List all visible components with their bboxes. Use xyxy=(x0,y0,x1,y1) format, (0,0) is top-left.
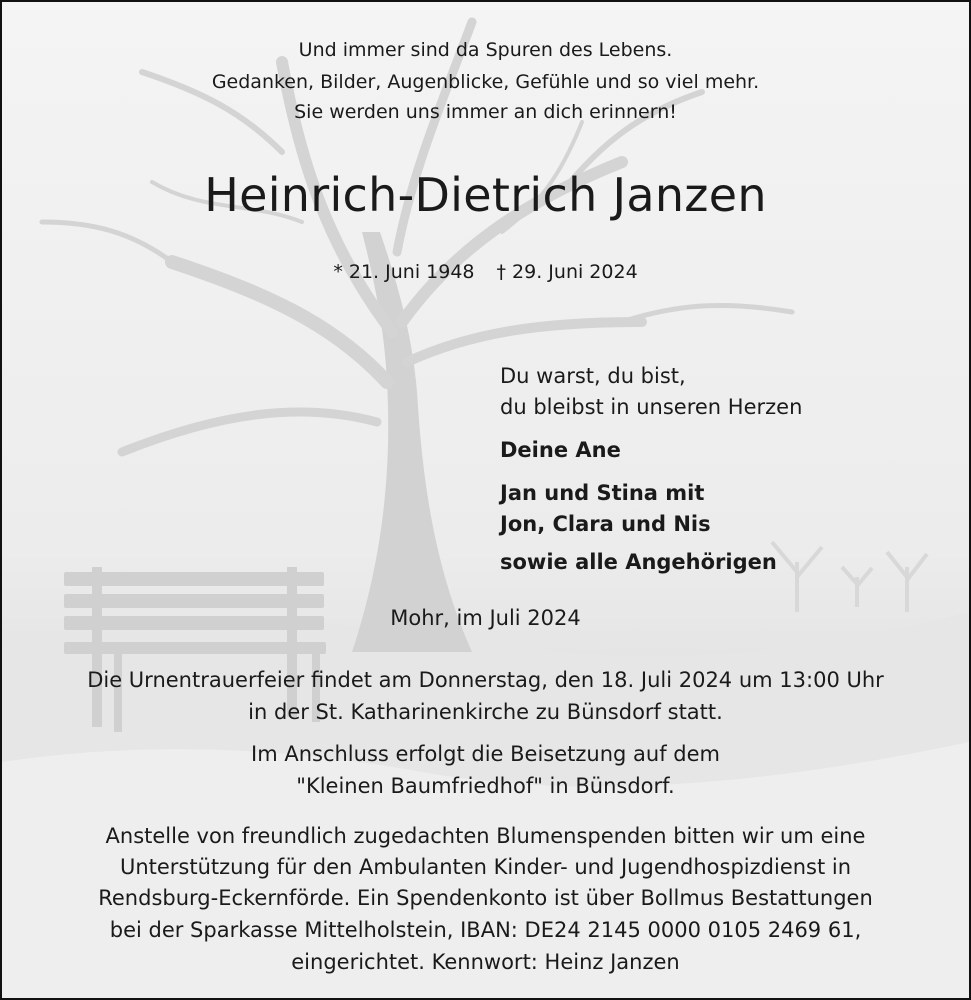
death-date: † 29. Juni 2024 xyxy=(496,261,638,283)
motto-line: Und immer sind da Spuren des Lebens. xyxy=(298,39,673,61)
mourner-line: sowie alle Angehörigen xyxy=(500,550,777,574)
burial-line: "Kleinen Baumfriedhof" in Bünsdorf. xyxy=(296,774,675,798)
mourner-line: Jon, Clara und Nis xyxy=(500,512,711,536)
ceremony-line: in der St. Katharinenkirche zu Bünsdorf statt. xyxy=(248,700,723,724)
donation-line: bei der Sparkasse Mittelholstein, IBAN: DE24 2145 0000 0105 2469 61, xyxy=(109,918,862,942)
place-date: Mohr, im Juli 2024 xyxy=(390,606,581,630)
donation-line: Unterstützung für den Ambulanten Kinder- und Jugendhospizdienst in xyxy=(119,855,852,879)
verse-line: du bleibst in unseren Herzen xyxy=(500,395,803,419)
life-dates xyxy=(2,261,969,283)
mourner-line: Deine Ane xyxy=(500,438,621,462)
motto-line: Gedanken, Bilder, Augenblicke, Gefühle und so viel mehr. xyxy=(211,71,760,93)
birth-date: * 21. Juni 1948 xyxy=(333,261,475,283)
mourner-line: Jan und Stina mit xyxy=(500,481,705,505)
notice-text xyxy=(2,2,969,998)
donation-line: eingerichtet. Kennwort: Heinz Janzen xyxy=(291,950,680,974)
deceased-name: Heinrich-Dietrich Janzen xyxy=(204,168,767,222)
burial-line: Im Anschluss erfolgt die Beisetzung auf dem xyxy=(251,742,720,766)
motto-line: Sie werden uns immer an dich erinnern! xyxy=(294,101,677,123)
verse-line: Du warst, du bist, xyxy=(500,364,686,388)
ceremony-line: Die Urnentrauerfeier findet am Donnerstag, den 18. Juli 2024 um 13:00 Uhr xyxy=(87,668,884,692)
donation-line: Anstelle von freundlich zugedachten Blumenspenden bitten wir um eine xyxy=(105,824,866,848)
donation-line: Rendsburg-Eckernförde. Ein Spendenkonto ist über Bollmus Bestattungen xyxy=(98,886,873,910)
